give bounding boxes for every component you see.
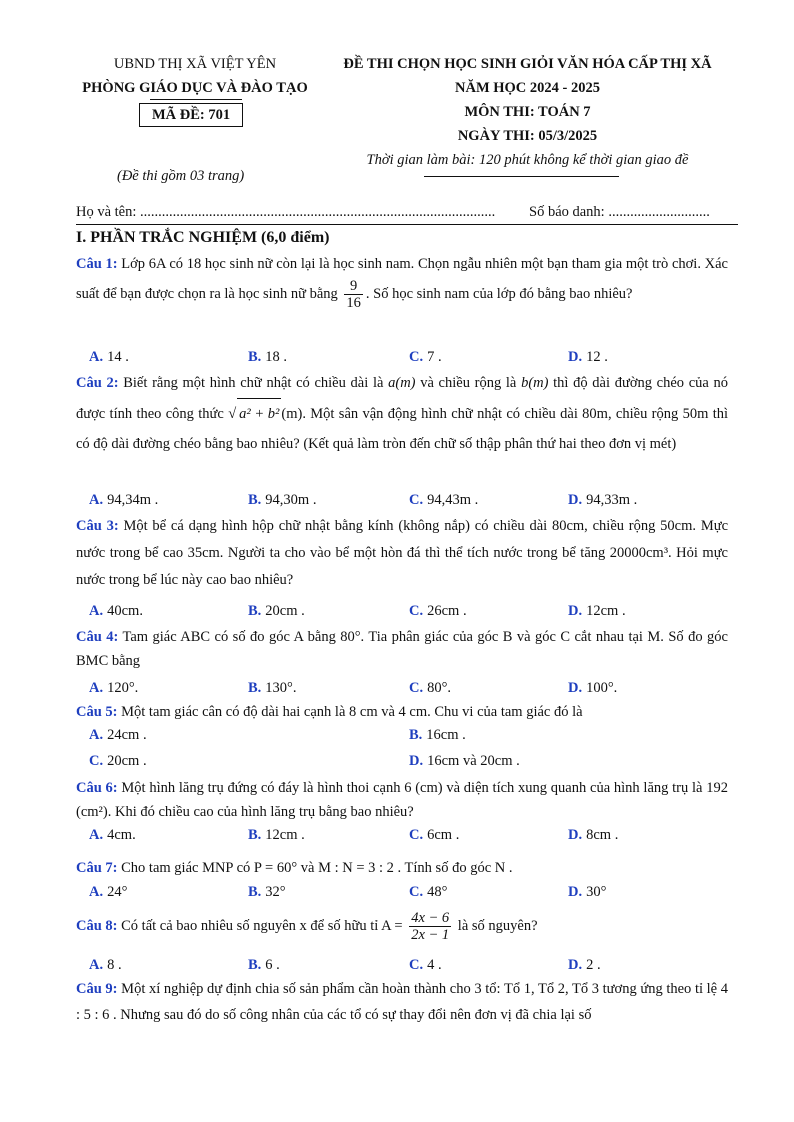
question-2: Câu 2: Biết rằng một hình chữ nhật có chiều dài là a(m) và chiều rộng là b(m) thì độ dài đường chéo của nó được tính theo công thức √ a² + b² (m). Một sân vận động hình chữ nhật có chiều dài 80m, chiều rộng 50m thì có độ dài đường chéo bằng bao nhiêu? (Kết quả làm tròn đến chữ số thập phân thứ hai theo đơn vị mét) <box>76 375 729 452</box>
q8-option-d[interactable]: D. 2 . <box>568 957 601 973</box>
question-number: Câu 9: <box>76 981 118 997</box>
q2-option-a[interactable]: A. 94,34m . <box>89 492 159 508</box>
question-3: Câu 3: Một bể cá dạng hình hộp chữ nhật bằng kính (không nắp) có chiều dài 80cm, chiều rộng 50cm. Mực nước trong bể cao 35cm. Người ta cho vào bể một hòn đá thì thể tích nước trong bể tăng 20000cm³. Hỏi mực nước trong bể lúc này cao bao nhiêu? <box>76 518 728 588</box>
q1-option-d[interactable]: D. 12 . <box>568 349 608 365</box>
question-number: Câu 7: <box>76 860 118 876</box>
q7-option-b[interactable]: B. 32° <box>248 884 286 900</box>
question-5: Câu 5: Một tam giác cân có độ dài hai cạnh là 8 cm và 4 cm. Chu vi của tam giác đó là <box>76 704 583 720</box>
exam-subject: MÔN THI: TOÁN 7 <box>464 104 591 120</box>
fraction <box>409 910 451 943</box>
question-4: Câu 4: Tam giác ABC có số đo góc A bằng 80°. Tia phân giác của góc B và góc C cắt nhau tại M. Số đo góc BMC bằng <box>76 629 728 669</box>
q2-option-d[interactable]: D. 94,33m . <box>568 492 638 508</box>
q6-option-d[interactable]: D. 8cm . <box>568 827 619 843</box>
fraction-denominator: 16 <box>346 295 361 311</box>
fraction-numerator: 4x − 6 <box>411 910 450 927</box>
exam-date: NGÀY THI: 05/3/2025 <box>457 128 598 144</box>
header-underline-right <box>424 176 619 177</box>
q8-option-b[interactable]: B. 6 . <box>248 957 280 973</box>
q8-option-a[interactable]: A. 8 . <box>89 957 122 973</box>
q4-option-c[interactable]: C. 80°. <box>409 680 452 696</box>
q3-option-c[interactable]: C. 26cm . <box>409 603 467 619</box>
page-count-note: (Đề thi gồm 03 trang) <box>117 168 245 184</box>
exam-code-box: MÃ ĐỀ: 701 <box>139 103 243 127</box>
q5-option-c[interactable]: C. 20cm . <box>89 753 147 769</box>
q7-option-a[interactable]: A. 24° <box>89 884 128 900</box>
sqrt-formula: √ a² + b² (m) <box>228 406 302 422</box>
q4-option-a[interactable]: A. 120°. <box>89 680 139 696</box>
q6-option-b[interactable]: B. 12cm . <box>248 827 305 843</box>
student-name-field[interactable]: Họ và tên: .................................................................................................. <box>76 204 496 220</box>
q7-option-c[interactable]: C. 48° <box>409 884 448 900</box>
exam-duration: Thời gian làm bài: 120 phút không kể thời gian giao đề <box>366 152 689 168</box>
q7-option-d[interactable]: D. 30° <box>568 884 607 900</box>
q5-option-b[interactable]: B. 16cm . <box>409 727 466 743</box>
question-8: Câu 8: Có tất cả bao nhiêu số nguyên x để số hữu tỉ A = $\frac{4x - 6}{2x - 1}$ là số nguyên? <box>76 910 538 944</box>
question-9: Câu 9: Một xí nghiệp dự định chia số sản phẩm cần hoàn thành cho 3 tổ: Tổ 1, Tổ 2, Tổ 3 tương ứng theo tỉ lệ 4 : 5 : 6 . Nhưng sau đó do số công nhân của các tổ có sự thay đổi nên đơn vị đã chia lại số <box>76 981 729 1023</box>
question-7: Câu 7: Cho tam giác MNP có P = 60° và M : N = 3 : 2 . Tính số đo góc N . <box>76 860 513 876</box>
q4-option-b[interactable]: B. 130°. <box>248 680 297 696</box>
authority-name: UBND THỊ XÃ VIỆT YÊN <box>113 56 277 72</box>
question-number: Câu 6: <box>76 780 118 796</box>
q2-option-c[interactable]: C. 94,43m . <box>409 492 479 508</box>
question-number: Câu 1: <box>76 256 118 272</box>
q1-option-b[interactable]: B. 18 . <box>248 349 288 365</box>
fraction-numerator: 9 <box>344 278 363 295</box>
q6-option-c[interactable]: C. 6cm . <box>409 827 460 843</box>
q6-option-a[interactable]: A. 4cm. <box>89 827 136 843</box>
question-text: . Số học sinh nam của lớp đó bằng bao nhiêu? <box>365 285 633 302</box>
school-year: NĂM HỌC 2024 - 2025 <box>455 80 600 96</box>
question-number: Câu 4: <box>76 629 119 645</box>
student-id-field[interactable]: Số báo danh: ............................ <box>529 204 710 220</box>
q3-option-d[interactable]: D. 12cm . <box>568 603 626 619</box>
department-name: PHÒNG GIÁO DỤC VÀ ĐÀO TẠO <box>82 80 308 96</box>
question-number: Câu 8: <box>76 918 118 934</box>
exam-title: ĐỀ THI CHỌN HỌC SINH GIỎI VĂN HÓA CẤP THỊ XÃ <box>343 56 712 72</box>
question-text: Lớp 6A có 18 học sinh nữ còn lại là học sinh nam. Chọn ngẫu nhiên một bạn tham gia một trò chơi. Xác suất để bạn được chọn ra là học sinh nữ bằng <box>76 256 728 302</box>
q4-option-d[interactable]: D. 100°. <box>568 680 618 696</box>
q3-option-a[interactable]: A. 40cm. <box>89 603 143 619</box>
q1-option-a[interactable]: A. 14 . <box>89 349 129 365</box>
question-6: Câu 6: Một hình lăng trụ đứng có đáy là hình thoi cạnh 6 (cm) và diện tích xung quanh của hình lăng trụ là 192 (cm²). Khi đó chiều cao của hình lăng trụ bằng bao nhiêu? <box>76 780 729 820</box>
header-divider <box>76 224 738 225</box>
question-number: Câu 3: <box>76 518 119 534</box>
fraction <box>344 278 363 311</box>
q5-option-a[interactable]: A. 24cm . <box>89 727 147 743</box>
question-number: Câu 2: <box>76 375 119 391</box>
header-underline-left <box>150 99 242 100</box>
q3-option-b[interactable]: B. 20cm . <box>248 603 305 619</box>
section-title: I. PHẦN TRẮC NGHIỆM (6,0 điểm) <box>76 229 330 246</box>
q2-option-b[interactable]: B. 94,30m . <box>248 492 317 508</box>
q1-option-c[interactable]: C. 7 . <box>409 349 442 365</box>
fraction-denominator: 2x − 1 <box>411 927 450 944</box>
q8-option-c[interactable]: C. 4 . <box>409 957 442 973</box>
question-number: Câu 5: <box>76 704 118 720</box>
q5-option-d[interactable]: D. 16cm và 20cm . <box>409 753 520 769</box>
question-1 <box>76 251 728 311</box>
